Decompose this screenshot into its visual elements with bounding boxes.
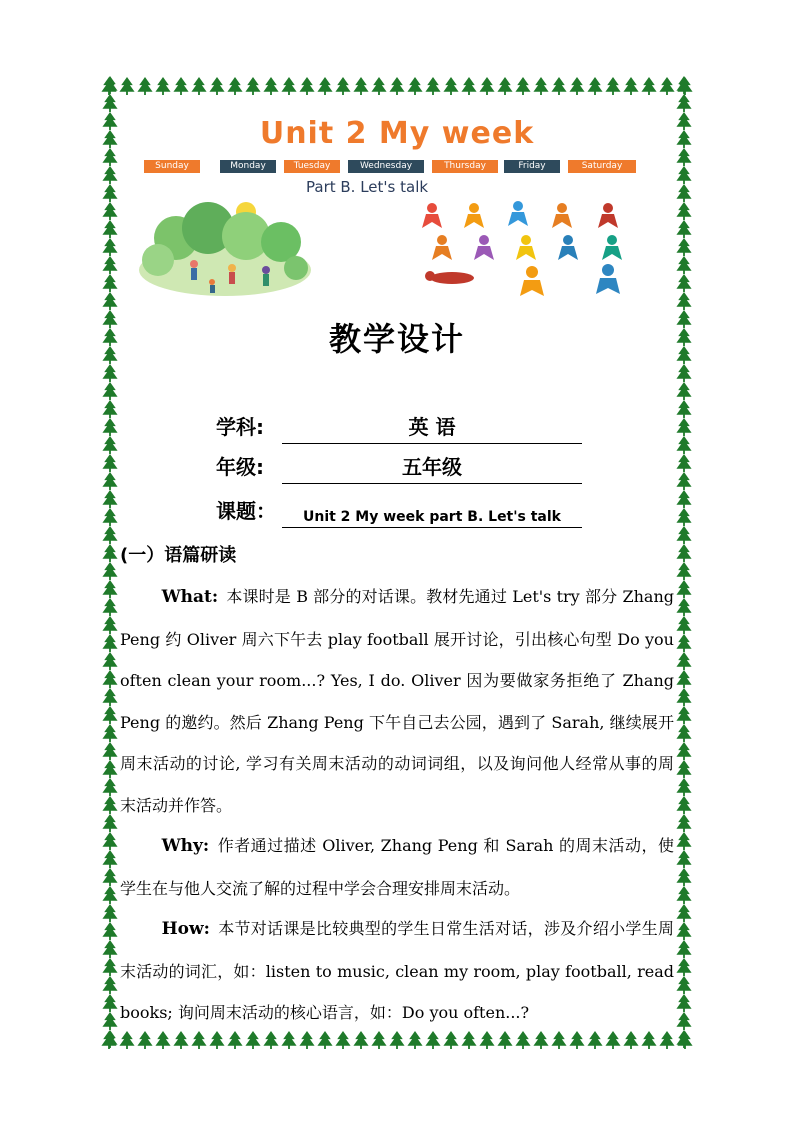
tree-icon (102, 1012, 117, 1030)
tree-icon (443, 1031, 458, 1049)
tree-icon (659, 77, 674, 95)
tree-icon (102, 400, 117, 418)
tree-icon (676, 904, 691, 922)
tree-icon (137, 1031, 152, 1049)
day-chip-wednesday: Wednesday (348, 160, 424, 173)
tree-icon (119, 77, 134, 95)
tree-icon (102, 796, 117, 814)
tree-icon (461, 77, 476, 95)
topic-value: Unit 2 My week part B. Let's talk (302, 509, 561, 525)
tree-icon (676, 400, 691, 418)
paragraph-how (120, 908, 674, 1034)
tree-icon (102, 634, 117, 652)
tree-icon (353, 77, 368, 95)
grade-label: 年级: (216, 455, 264, 479)
tree-icon (676, 796, 691, 814)
tree-icon (102, 274, 117, 292)
tree-icon (676, 256, 691, 274)
tree-icon (102, 418, 117, 436)
day-chip-monday: Monday (220, 160, 276, 173)
paragraph-lead: What: (161, 587, 219, 607)
paragraph-what (120, 576, 674, 826)
tree-icon (676, 436, 691, 454)
tree-icon (102, 706, 117, 724)
tree-icon (335, 1031, 350, 1049)
tree-icon (479, 1031, 494, 1049)
tree-icon (102, 310, 117, 328)
tree-icon (676, 328, 691, 346)
tree-icon (227, 1031, 242, 1049)
tree-icon (102, 850, 117, 868)
tree-icon (676, 526, 691, 544)
tree-icon (676, 814, 691, 832)
weekday-strip (144, 160, 640, 174)
tree-icon (676, 148, 691, 166)
tree-icon (676, 1030, 691, 1048)
tree-icon (641, 77, 656, 95)
tree-icon (102, 994, 117, 1012)
tree-icon (479, 77, 494, 95)
tree-icon (102, 472, 117, 490)
tree-icon (102, 616, 117, 634)
tree-border-top (100, 76, 694, 96)
tree-icon (102, 562, 117, 580)
tree-icon (102, 742, 117, 760)
tree-icon (102, 670, 117, 688)
tree-icon (515, 1031, 530, 1049)
tree-icon (102, 832, 117, 850)
tree-icon (676, 166, 691, 184)
grade-underline (282, 483, 582, 484)
tree-icon (443, 77, 458, 95)
part-label: Part B. Let's talk (306, 178, 429, 196)
tree-icon (641, 1031, 656, 1049)
tree-icon (102, 778, 117, 796)
tree-icon (102, 436, 117, 454)
tree-icon (102, 580, 117, 598)
tree-icon (605, 1031, 620, 1049)
tree-icon (676, 508, 691, 526)
tree-icon (102, 598, 117, 616)
subject-underline (282, 443, 582, 444)
tree-icon (102, 184, 117, 202)
banner-title: Unit 2 My week (259, 116, 535, 151)
tree-icon (605, 77, 620, 95)
tree-icon (299, 1031, 314, 1049)
tree-icon (676, 562, 691, 580)
tree-icon (676, 382, 691, 400)
tree-icon (173, 1031, 188, 1049)
tree-icon (102, 1030, 117, 1048)
tree-icon (102, 112, 117, 130)
subject-label: 学科: (216, 415, 264, 439)
tree-icon (676, 850, 691, 868)
paragraph-text: 作者通过描述 Oliver, Zhang Peng 和 Sarah 的周末活动，使学生在与他人交流了解的过程中学会合理安排周末活动。 (120, 836, 674, 898)
tree-icon (676, 310, 691, 328)
tree-icon (245, 1031, 260, 1049)
tree-icon (676, 490, 691, 508)
tree-icon (102, 886, 117, 904)
tree-icon (676, 634, 691, 652)
tree-icon (263, 1031, 278, 1049)
tree-icon (676, 886, 691, 904)
tree-icon (335, 77, 350, 95)
tree-icon (587, 77, 602, 95)
topic-field (216, 498, 596, 528)
tree-icon (659, 1031, 674, 1049)
tree-icon (102, 958, 117, 976)
tree-icon (102, 94, 117, 112)
tree-icon (102, 148, 117, 166)
tree-icon (102, 382, 117, 400)
tree-icon (533, 1031, 548, 1049)
tree-icon (102, 292, 117, 310)
tree-icon (676, 598, 691, 616)
sports-icons-illustration (412, 198, 648, 298)
tree-icon (299, 77, 314, 95)
day-chip-thursday: Thursday (432, 160, 498, 173)
tree-border-left (100, 76, 120, 1050)
tree-icon (102, 814, 117, 832)
tree-icon (569, 1031, 584, 1049)
tree-icon (676, 976, 691, 994)
tree-border-right (674, 76, 694, 1050)
tree-icon (676, 220, 691, 238)
tree-icon (102, 166, 117, 184)
tree-icon (102, 868, 117, 886)
tree-icon (676, 922, 691, 940)
tree-icon (389, 1031, 404, 1049)
tree-icon (551, 1031, 566, 1049)
tree-icon (102, 904, 117, 922)
tree-icon (371, 77, 386, 95)
tree-icon (676, 706, 691, 724)
tree-icon (676, 418, 691, 436)
tree-icon (623, 1031, 638, 1049)
tree-icon (676, 832, 691, 850)
tree-icon (191, 1031, 206, 1049)
subject-value: 英 语 (408, 415, 456, 439)
paragraph-text: 本课时是 B 部分的对话课。教材先通过 Let's try 部分 Zhang Peng 约 Oliver 周六下午去 play football 展开讨论，引出核心句型 Do you often clean your room...? Yes, I do. Oliver 因为要做家务拒绝了 Zhang Peng 的邀约。然后 Zhang Peng 下午自己去公园，遇到了 Sarah, 继续展开周末活动的讨论, 学习有关周末活动的动词词组，以及询问他人经常从事的周末活动并作答。 (120, 587, 674, 815)
tree-icon (676, 670, 691, 688)
tree-icon (676, 724, 691, 742)
subject-field (216, 414, 596, 444)
tree-icon (676, 130, 691, 148)
tree-icon (425, 77, 440, 95)
tree-icon (587, 1031, 602, 1049)
tree-icon (676, 76, 691, 94)
tree-icon (676, 364, 691, 382)
tree-icon (191, 77, 206, 95)
tree-icon (676, 202, 691, 220)
tree-icon (407, 1031, 422, 1049)
tree-icon (155, 77, 170, 95)
tree-icon (102, 940, 117, 958)
day-chip-friday: Friday (504, 160, 560, 173)
tree-icon (676, 346, 691, 364)
tree-icon (551, 77, 566, 95)
tree-icon (569, 77, 584, 95)
tree-icon (102, 238, 117, 256)
tree-icon (676, 760, 691, 778)
paragraph-lead: Why: (161, 836, 210, 856)
tree-icon (676, 94, 691, 112)
paragraph-lead: How: (161, 919, 210, 939)
tree-icon (676, 238, 691, 256)
tree-icon (102, 364, 117, 382)
tree-icon (676, 544, 691, 562)
tree-icon (676, 580, 691, 598)
tree-icon (102, 526, 117, 544)
grade-field (216, 454, 596, 484)
tree-icon (102, 724, 117, 742)
tree-icon (102, 454, 117, 472)
tree-icon (102, 760, 117, 778)
document-title: 教学设计 (328, 320, 465, 358)
tree-icon (389, 77, 404, 95)
tree-icon (102, 76, 117, 94)
tree-icon (155, 1031, 170, 1049)
section-heading: (一）语篇研读 (120, 545, 237, 566)
paragraph-text: 本节对话课是比较典型的学生日常生活对话，涉及介绍小学生周末活动的词汇，如：listen to music, clean my room, play football, read books; 询问周末活动的核心语言，如：Do you often...? (120, 919, 674, 1022)
tree-icon (281, 77, 296, 95)
tree-icon (676, 616, 691, 634)
tree-icon (317, 77, 332, 95)
tree-icon (676, 112, 691, 130)
tree-icon (676, 940, 691, 958)
day-chip-sunday: Sunday (144, 160, 200, 173)
tree-icon (102, 346, 117, 364)
tree-icon (281, 1031, 296, 1049)
tree-icon (623, 77, 638, 95)
tree-icon (676, 994, 691, 1012)
paragraph-why (120, 825, 674, 909)
tree-icon (515, 77, 530, 95)
tree-icon (317, 1031, 332, 1049)
tree-icon (676, 472, 691, 490)
tree-icon (676, 868, 691, 886)
tree-icon (533, 77, 548, 95)
tree-icon (676, 454, 691, 472)
tree-icon (119, 1031, 134, 1049)
tree-icon (676, 184, 691, 202)
day-chip-tuesday: Tuesday (284, 160, 340, 173)
tree-icon (676, 652, 691, 670)
tree-icon (676, 742, 691, 760)
topic-label: 课题： (216, 499, 276, 523)
tree-icon (102, 202, 117, 220)
tree-icon (676, 778, 691, 796)
tree-icon (245, 77, 260, 95)
tree-icon (102, 328, 117, 346)
tree-icon (102, 220, 117, 238)
tree-icon (676, 958, 691, 976)
day-chip-saturday: Saturday (568, 160, 636, 173)
tree-icon (263, 77, 278, 95)
topic-underline (282, 527, 582, 528)
tree-icon (102, 130, 117, 148)
tree-icon (676, 1012, 691, 1030)
tree-icon (676, 292, 691, 310)
tree-icon (353, 1031, 368, 1049)
tree-icon (102, 976, 117, 994)
tree-icon (209, 77, 224, 95)
tree-icon (102, 544, 117, 562)
grade-value: 五年级 (402, 455, 462, 479)
tree-icon (461, 1031, 476, 1049)
tree-icon (676, 274, 691, 292)
tree-icon (227, 77, 242, 95)
tree-icon (497, 1031, 512, 1049)
park-illustration (136, 198, 314, 298)
tree-icon (102, 922, 117, 940)
tree-icon (173, 77, 188, 95)
tree-icon (102, 256, 117, 274)
tree-icon (102, 490, 117, 508)
tree-icon (425, 1031, 440, 1049)
tree-icon (102, 688, 117, 706)
tree-icon (102, 508, 117, 526)
tree-icon (209, 1031, 224, 1049)
tree-icon (407, 77, 422, 95)
tree-icon (497, 77, 512, 95)
tree-icon (102, 652, 117, 670)
tree-icon (137, 77, 152, 95)
tree-icon (371, 1031, 386, 1049)
tree-icon (676, 688, 691, 706)
